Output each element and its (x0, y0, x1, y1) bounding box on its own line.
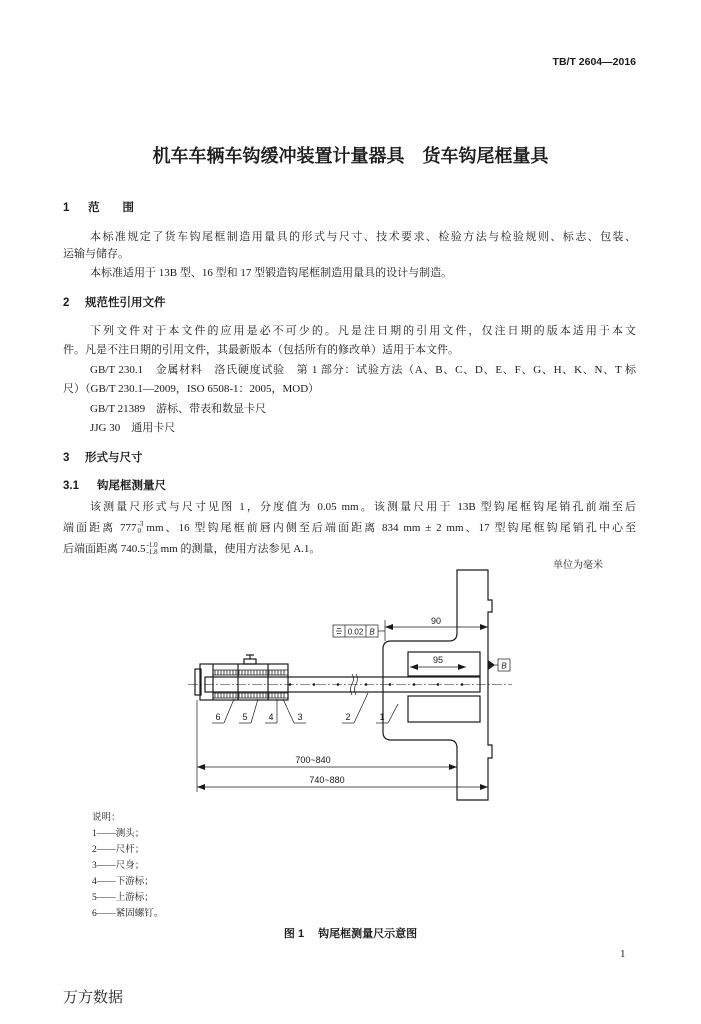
gauge-description-line-1: 该测量尺形式与尺寸见图 1，分度值为 0.05 mm。该测量尺用于 13B 型钩尾框钩尾销孔前端至后 (90, 501, 636, 513)
callout-leader (283, 699, 294, 723)
scale-ticks (215, 670, 284, 698)
locking-screw (244, 659, 256, 664)
tolerance-740-5 (147, 542, 158, 556)
datum-label: B (501, 661, 507, 671)
tolerance-datum: B (369, 627, 375, 637)
callout-leader (251, 699, 258, 723)
legend-item: 2——尺杆； (92, 845, 145, 855)
part-callouts (212, 693, 398, 723)
part-label-3: 3 (297, 712, 303, 722)
legend-item: 6——紧固螺钉。 (92, 909, 164, 919)
tolerance-value: 0.02 (347, 627, 364, 637)
document-title: 机车车辆车钩缓冲装置计量器具 货车钩尾框量具 (152, 146, 549, 166)
reference-jjg-30: JJG 30 通用卡尺 (90, 422, 176, 434)
gauge-description-line-3 (63, 542, 320, 556)
legend-title: 说明： (92, 813, 121, 823)
section-2-title: 规范性引用文件 (85, 297, 166, 309)
section-3-number: 3 (63, 452, 70, 464)
legend-item: 5——上游标； (92, 893, 154, 903)
tolerance-frame (333, 625, 385, 637)
head-upper-block (408, 652, 480, 676)
page-number: 1 (620, 948, 626, 960)
reference-gbt-21389: GB/T 21389 游标、带表和数显卡尺 (90, 403, 267, 415)
tolerance-777-lower: 0 (137, 527, 142, 536)
figure-caption-number: 图 1 (283, 928, 305, 940)
tolerance-777 (138, 521, 144, 535)
references-para-line-2: 件。凡是不注日期的引用文件，其最新版本（包括所有的修改单）适用于本文件。 (63, 344, 459, 356)
dimension-740-880-label: 740~880 (309, 775, 345, 785)
tolerance-740-5-lower: -1.8 (146, 548, 158, 557)
standard-code: TB/T 2604—2016 (552, 56, 636, 68)
scope-para-2: 本标准适用于 13B 型、16 型和 17 型锻造钩尾框制造用量具的设计与制造。 (90, 267, 453, 279)
scope-para-1-line-2: 运输与储存。 (63, 248, 129, 260)
head-lower-block (408, 696, 480, 722)
section-3-title: 形式与尺寸 (85, 452, 143, 464)
symmetry-symbol-icon (336, 629, 342, 634)
callout-leader (354, 693, 368, 723)
section-1-number: 1 (63, 202, 70, 214)
unit-note: 单位为毫米 (553, 560, 603, 571)
gauge-description-line-2-end: mm、16 型钩尾框前唇内侧至后端面距离 834 mm ± 2 mm、17 型钩尾框钩尾销孔中心至 (146, 522, 637, 534)
watermark-text: 万方数据 (63, 989, 124, 1006)
figure-caption-title: 钩尾框测量尺示意图 (318, 928, 418, 940)
legend-item: 4——下游标； (92, 877, 154, 887)
section-1-title: 范 围 (88, 202, 134, 214)
dimension-700-840-label: 700~840 (295, 755, 331, 765)
part-label-6: 6 (215, 712, 221, 722)
section-3-1-number: 3.1 (63, 480, 79, 492)
dimension-95-label: 95 (432, 655, 444, 665)
dimension-90-label: 90 (430, 616, 442, 626)
legend-item: 3——尺身； (92, 861, 145, 871)
callout-leader (388, 704, 398, 723)
callout-leader (224, 699, 234, 723)
references-para-line-1: 下列文件对于本文件的应用是必不可少的。凡是注日期的引用文件，仅注日期的版本适用于本文 (90, 325, 636, 337)
gauge-description-line-3-start: 后端面距离 740.5 (63, 543, 146, 555)
part-label-5: 5 (242, 712, 248, 722)
dimension-700-840 (197, 755, 457, 767)
gauge-description-line-3-end: mm 的测量，使用方法参见 A.1。 (160, 543, 321, 555)
section-2-number: 2 (63, 297, 70, 309)
reference-gbt-230-1-line-1: GB/T 230.1 金属材料 洛氏硬度试验 第 1 部分：试验方法（A、B、C、D、E、F、G、H、K、N、T 标 (90, 364, 636, 376)
gauge-description-line-2 (63, 521, 636, 535)
legend-item: 1——测头； (92, 829, 145, 839)
part-label-2: 2 (345, 712, 351, 722)
gauge-description-line-2-start: 端面距离 777 (63, 522, 137, 534)
dimension-90 (385, 616, 488, 641)
dimension-95 (410, 655, 466, 667)
tolerance-740-5-upper: -1.0 (146, 541, 158, 550)
datum-triangle (488, 660, 495, 670)
part-label-1: 1 (379, 712, 385, 722)
part-label-4: 4 (268, 712, 274, 722)
scope-para-1-line-1: 本标准规定了货车钩尾框制造用量具的形式与尺寸、技术要求、检验方法与检验规则、标志、包装、 (90, 231, 636, 243)
figure-caption (0, 927, 701, 941)
figure-1-drawing (0, 560, 701, 810)
datum-b (488, 659, 510, 671)
section-3-1-title: 钩尾框测量尺 (97, 480, 166, 492)
reference-gbt-230-1-line-2: 尺）（GB/T 230.1—2009，ISO 6508-1：2005，MOD） (63, 383, 320, 395)
dimension-740-880 (197, 775, 488, 787)
tolerance-777-upper: -3 (137, 520, 144, 529)
